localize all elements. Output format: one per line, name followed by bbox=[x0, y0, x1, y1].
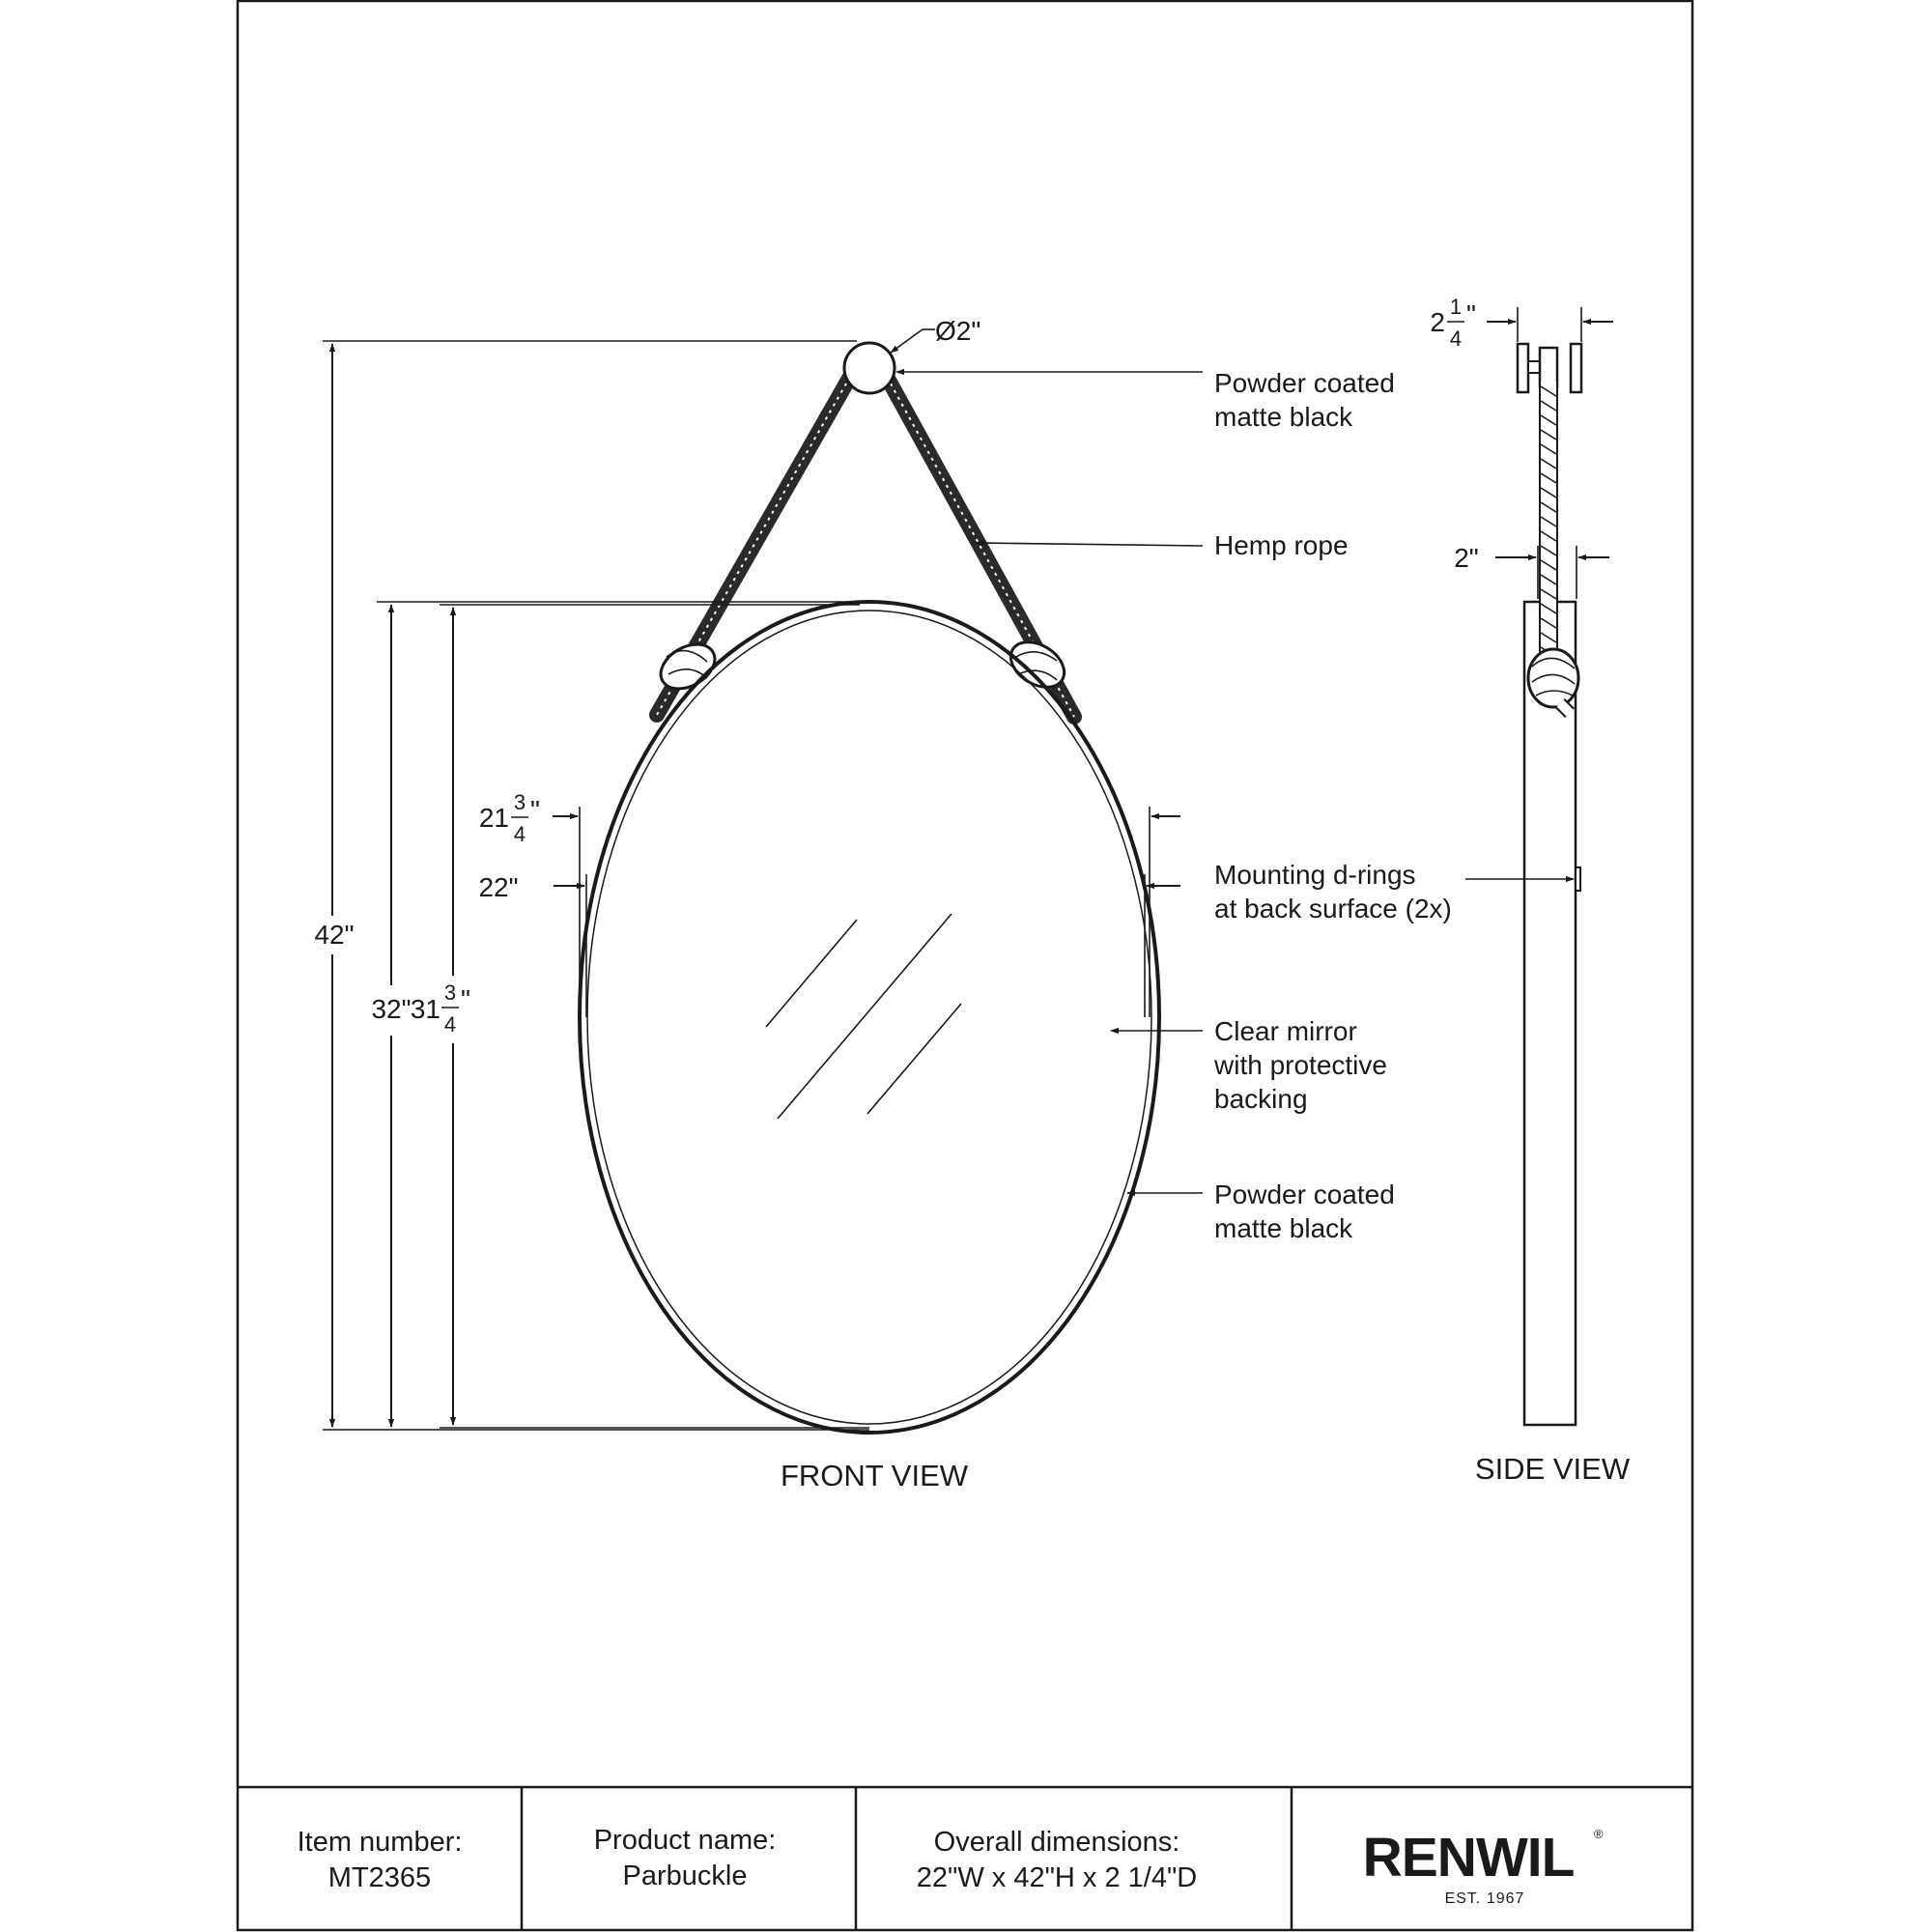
svg-text:3: 3 bbox=[513, 790, 526, 814]
hook-finish-callout-line2: matte black bbox=[1214, 402, 1353, 432]
brand-registered-mark: ® bbox=[1594, 1827, 1604, 1841]
mirror-callout-line2: with protective bbox=[1214, 1050, 1387, 1080]
svg-text:2: 2 bbox=[1430, 307, 1445, 337]
frame-width-label: 22" bbox=[478, 872, 519, 902]
hook-diameter-label: Ø2" bbox=[935, 316, 981, 346]
side-rope bbox=[1528, 382, 1578, 713]
front-view bbox=[307, 316, 1452, 1492]
mirror-callout-line3: backing bbox=[1214, 1084, 1308, 1114]
svg-text:": " bbox=[1466, 299, 1476, 329]
svg-text:3: 3 bbox=[443, 980, 457, 1005]
overall-dimensions-value: 22"W x 42"H x 2 1/4"D bbox=[916, 1862, 1198, 1893]
product-name-label: Product name: bbox=[593, 1825, 777, 1856]
drings-callout-line2: at back surface (2x) bbox=[1214, 894, 1452, 923]
front-view-title: FRONT VIEW bbox=[780, 1459, 969, 1492]
overall-height-label: 42" bbox=[314, 920, 355, 950]
side-hook-bracket bbox=[1518, 344, 1528, 392]
drings-callout-line1: Mounting d-rings bbox=[1214, 860, 1416, 890]
side-view-title: SIDE VIEW bbox=[1474, 1452, 1631, 1486]
svg-text:4: 4 bbox=[1449, 327, 1463, 351]
svg-text:": " bbox=[530, 795, 540, 825]
side-depth-label bbox=[1430, 295, 1476, 351]
svg-text:4: 4 bbox=[443, 1012, 457, 1037]
hook-diameter-leader bbox=[891, 329, 923, 353]
mirror-callout-line1: Clear mirror bbox=[1214, 1016, 1357, 1046]
frame-finish-callout-line2: matte black bbox=[1214, 1213, 1353, 1243]
rope-leader bbox=[976, 543, 1203, 546]
overall-dimensions-label: Overall dimensions: bbox=[933, 1827, 1180, 1858]
side-view bbox=[1430, 295, 1630, 1486]
hook-finish-callout-line1: Powder coated bbox=[1214, 368, 1395, 398]
renwil-logo bbox=[1363, 1827, 1604, 1907]
mirror-reflection-lines bbox=[766, 914, 961, 1119]
frame-height-label: 32" bbox=[371, 994, 412, 1024]
svg-text:1: 1 bbox=[1449, 295, 1463, 319]
brand-wordmark: RENWIL bbox=[1362, 1827, 1575, 1889]
item-number-label: Item number: bbox=[297, 1827, 463, 1858]
svg-text:21: 21 bbox=[478, 803, 509, 833]
svg-text:4: 4 bbox=[513, 822, 526, 846]
product-name-value: Parbuckle bbox=[622, 1861, 748, 1891]
side-frame-profile bbox=[1524, 602, 1576, 1425]
item-number-value: MT2365 bbox=[327, 1862, 432, 1893]
oval-frame-outer bbox=[580, 602, 1159, 1433]
sheet-border bbox=[238, 1, 1692, 1930]
title-block bbox=[238, 1787, 1692, 1930]
hanging-hook bbox=[844, 343, 895, 393]
mirror-width-label bbox=[479, 790, 540, 846]
side-frame-depth-label: 2" bbox=[1454, 543, 1479, 573]
oval-mirror-inner bbox=[587, 611, 1151, 1424]
rope-callout: Hemp rope bbox=[1214, 530, 1349, 560]
brand-tagline: EST. 1967 bbox=[1444, 1890, 1525, 1907]
side-d-ring bbox=[1576, 867, 1580, 891]
frame-finish-callout-line1: Powder coated bbox=[1214, 1179, 1395, 1209]
svg-text:31: 31 bbox=[410, 994, 440, 1024]
svg-text:": " bbox=[461, 984, 470, 1014]
